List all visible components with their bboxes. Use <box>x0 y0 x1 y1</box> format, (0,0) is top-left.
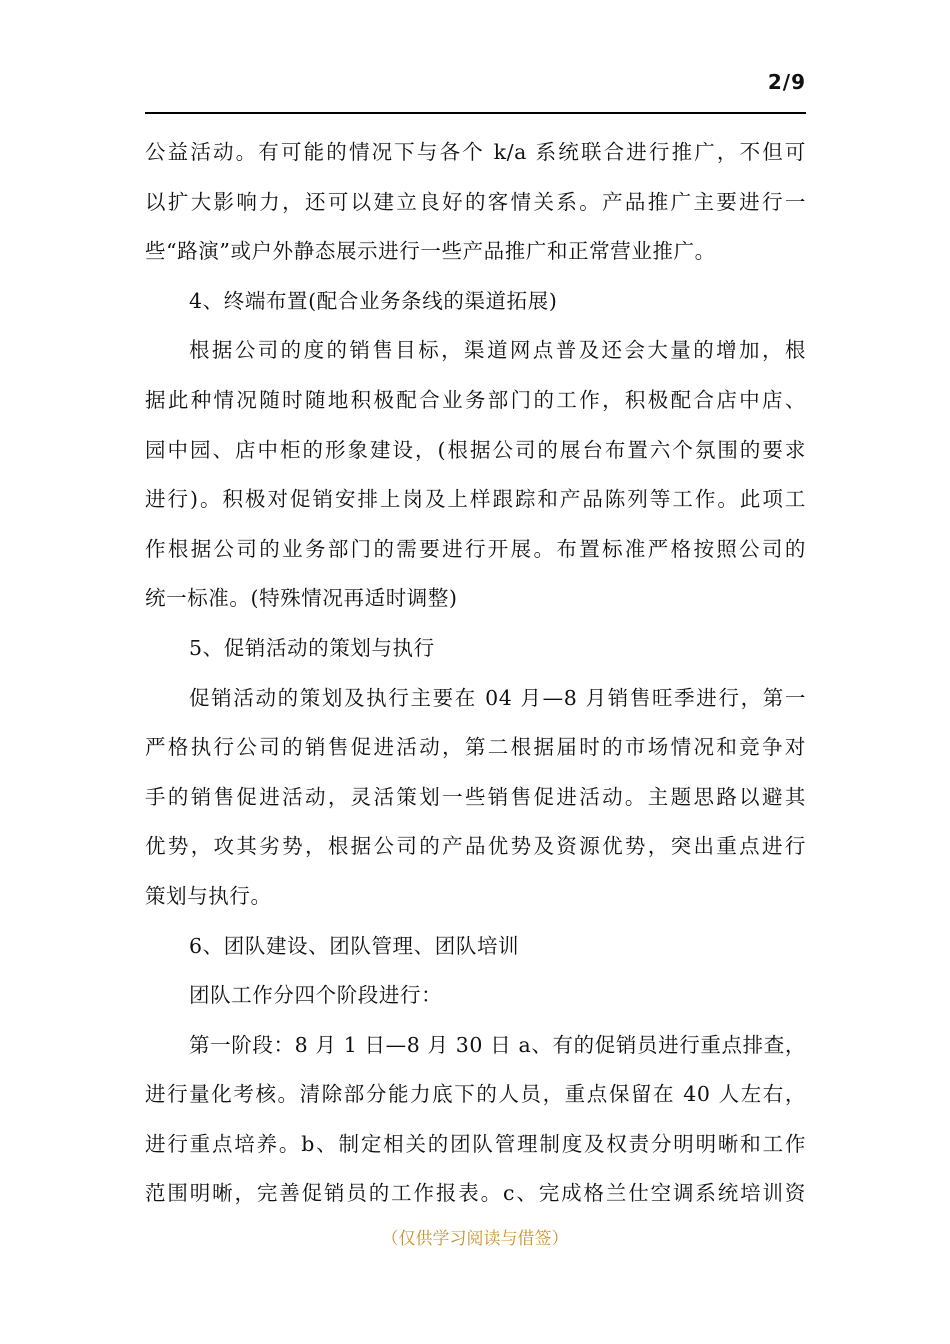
body-line: 以扩大影响力，还可以建立良好的客情关系。产品推广主要进行一 <box>145 189 806 214</box>
body-line: 第一阶段：8 月 1 日—8 月 30 日 a、有的促销员进行重点排查， <box>189 1032 806 1057</box>
footer-note: （仅供学习阅读与借签） <box>381 1229 569 1249</box>
body-line: 作根据公司的业务部门的需要进行开展。布置标准严格按照公司的 <box>145 536 806 561</box>
body-line: 严格执行公司的销售促进活动，第二根据届时的市场情况和竞争对 <box>145 735 806 760</box>
body-line: 公益活动。有可能的情况下与各个 k/a 系统联合进行推广，不但可 <box>145 140 806 164</box>
body-line: 团队工作分四个阶段进行： <box>189 983 443 1008</box>
body-line: 园中园、店中柜的形象建设，(根据公司的展台布置六个氛围的要求 <box>145 437 806 462</box>
body-line: 策划与执行。 <box>145 883 272 908</box>
body-line: 促销活动的策划及执行主要在 04 月—8 月销售旺季进行，第一 <box>189 685 806 710</box>
body-line: 手的销售促进活动，灵活策划一些销售促进活动。主题思路以避其 <box>145 784 806 809</box>
body-line: 根据公司的度的销售目标，渠道网点普及还会大量的增加，根 <box>189 338 806 363</box>
body-line: 据此种情况随时随地积极配合业务部门的工作，积极配合店中店、 <box>145 387 806 412</box>
page-number: 2/9 <box>767 70 806 94</box>
body-line: 进行)。积极对促销安排上岗及上样跟踪和产品陈列等工作。此项工 <box>145 487 806 512</box>
body-line: 进行量化考核。清除部分能力底下的人员，重点保留在 40 人左右， <box>145 1082 806 1107</box>
document-body <box>145 128 806 1219</box>
section-heading: 4、终端布置(配合业务条线的渠道拓展) <box>189 288 558 313</box>
body-line: 优势，攻其劣势，根据公司的产品优势及资源优势，突出重点进行 <box>145 834 806 859</box>
section-heading: 5、促销活动的策划与执行 <box>189 635 435 660</box>
body-line: 统一标准。(特殊情况再适时调整) <box>145 586 458 611</box>
body-line: 范围明晰，完善促销员的工作报表。c、完成格兰仕空调系统培训资 <box>145 1181 806 1206</box>
body-line: 进行重点培养。b、制定相关的团队管理制度及权责分明明晰和工作 <box>145 1131 806 1156</box>
header-rule <box>145 112 806 114</box>
section-heading: 6、团队建设、团队管理、团队培训 <box>189 933 520 958</box>
body-line: 些“路演”或户外静态展示进行一些产品推广和正常营业推广。 <box>145 239 716 264</box>
